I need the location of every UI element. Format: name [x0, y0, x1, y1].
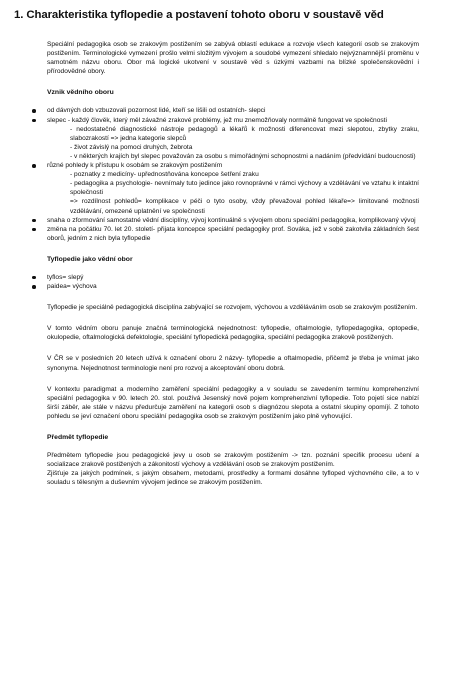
intro-paragraph: Speciální pedagogika osob se zrakovým postižením se zabývá oblastí edukace a rozvoje všech kategorií osob se zrakovým postižením. Terminologické vymezení prošlo velmi složitým vývojem a soudobé vymezení shledalo nejvýznamnější proměnu v samotném názvu oboru. Obor má logické ukotvení v soustavě věd s úzkými vazbami na blízké společenskovědní i přírodovědné obory. — [47, 41, 419, 76]
bullet-icon — [32, 219, 36, 223]
list-item: různé pohledy k přístupu k osobám se zrakovým postižením - poznatky z medicíny- upřednostňována koncepce šetření zraku - pedagogika a psychologie- nevnímaly tuto jedince jako rovnoprávné v rámci výchovy a vzdělávání ve vztahu k intaktní společnosti => rozdílnost pohledů= komplikace v péči o tyto osoby, vždy převažoval pohled lékaře=> limitované možnosti vzdělávání, omezené uplatnění ve společnosti — [47, 161, 419, 216]
list-item: snaha o zformování samostatné vědní disciplíny, vývoj kontinuálně s vývojem oboru speciální pedagogika, komplikovaný vývoj — [47, 216, 419, 225]
heading-predmet: Předmět tyflopedie — [47, 434, 109, 441]
bullet-icon — [32, 119, 36, 123]
sub-item: - v některých krajích byl slepec považován za osobu s mimořádnými schopnostmi a nadáním (předvídání budoucnosti) — [70, 152, 416, 160]
sub-item: - poznatky z medicíny- upřednostňována koncepce šetření zraku — [70, 171, 259, 179]
list-item: tyflos= slepý — [47, 273, 419, 282]
vznik-list — [47, 106, 419, 242]
page-title: 1. Charakteristika tyflopedie a postavení tohoto oboru v soustavě věd — [14, 9, 384, 21]
list-item: od dávných dob vzbuzovali pozornost lidé, kteří se lišili od ostatních- slepci — [47, 106, 419, 115]
bullet-icon — [32, 109, 36, 113]
paragraph: V ČR se v posledních 20 letech užívá k označení oboru 2 názvy- tyflopedie a oftalmopedie, přičemž je třeba je vnímat jako synonyma. Nejednotnost terminologie není pro rozvoj a akceptování oboru dobrá. — [47, 355, 419, 372]
etymology-list — [47, 273, 419, 291]
sub-item: - život závislý na pomoci druhých, žebrota — [70, 143, 193, 151]
list-item: změna na počátku 70. let 20. století- přijata koncepce speciální pedagogiky prof. Sováka, jež v sobě zakotvila základních šest oborů, jedním z nich byla tyflopedie — [47, 225, 419, 243]
list-item: slepec - každý člověk, který měl závažné zrakové problémy, jež mu znemožňovaly normálně fungovat ve společnosti - nedostatečné diagnostické nástroje pedagogů a lékařů k možnosti diferencovat mezi slepotou, zbytky zraku, slabozrakostí => jedna kategorie slepců - život závislý na pomoci druhých, žebrota - v některých krajích byl slepec považován za osobu s mimořádnými schopnostmi a nadáním (předvídání budoucnosti) — [47, 116, 419, 161]
sub-item: - pedagogika a psychologie- nevnímaly tuto jedince jako rovnoprávné v rámci výchovy a vzdělávání ve vztahu k intaktní společnosti — [70, 180, 419, 197]
paragraph: Předmětem tyflopedie jsou pedagogické jevy u osob se zrakovým postižením -> tzn. poznání specifik procesu učení a socializace zrakově postižených a zákonitostí výchovy a vzdělávání osob se zrakovým postižením. — [47, 452, 419, 469]
paragraph: V tomto vědním oboru panuje značná terminologická nejednotnost: tyflopedie, oftalmologie, tyflopedagogika, optopedie, okulopedie, oftalmologická defektologie, speciální tyflopedická pedagogika, speciální pedagogika zrakově postižených. — [47, 325, 419, 342]
bullet-icon — [32, 285, 36, 289]
bullet-icon — [32, 276, 36, 280]
paragraph: Tyflopedie je speciálně pedagogická disciplína zabývající se rozvojem, výchovou a vzděláváním osob se zrakovým postižením. — [47, 304, 418, 312]
bullet-icon — [32, 164, 36, 168]
sub-item: => rozdílnost pohledů= komplikace v péči o tyto osoby, vždy převažoval pohled lékaře=> limitované možnosti vzdělávání, omezené uplatnění ve společnosti — [70, 198, 419, 215]
bullet-icon — [32, 228, 36, 232]
document-body — [47, 40, 419, 487]
list-item: paidea= výchova — [47, 282, 419, 291]
heading-tyflopedie: Tyflopedie jako vědní obor — [47, 255, 133, 263]
paragraph: Zjišťuje za jakých podmínek, s jakým obsahem, metodami, prostředky a formami dosáhne tyfloped výchovného cíle, a to v souladu s tělesným a duševním vývojem jedince se zrakovým postižením. — [47, 470, 419, 487]
heading-vznik: Vznik vědního oboru — [47, 89, 114, 97]
paragraph: V kontextu paradigmat a moderního zaměření speciální pedagogiky a v souladu se zavedením termínu komprehenzivní speciální pedagogika v 90. letech 20. stol. používá Jesenský nově pojem komprehenzivní tyflopedie. Toto pojetí sice nabízí širší záběr, ale stále v názvu předurčuje zaměření na kategorii osob s diagnózou slepota a ostatní skupiny opomíjí. Z tohoto pohledu se jeví označení oboru speciální pedagogika osob se zrakovým postižením jako plně vyhovující. — [47, 385, 419, 420]
sub-item: - nedostatečné diagnostické nástroje pedagogů a lékařů k možnosti diferencovat mezi slepotou, zbytky zraku, slabozrakostí => jedna kategorie slepců — [70, 125, 419, 142]
